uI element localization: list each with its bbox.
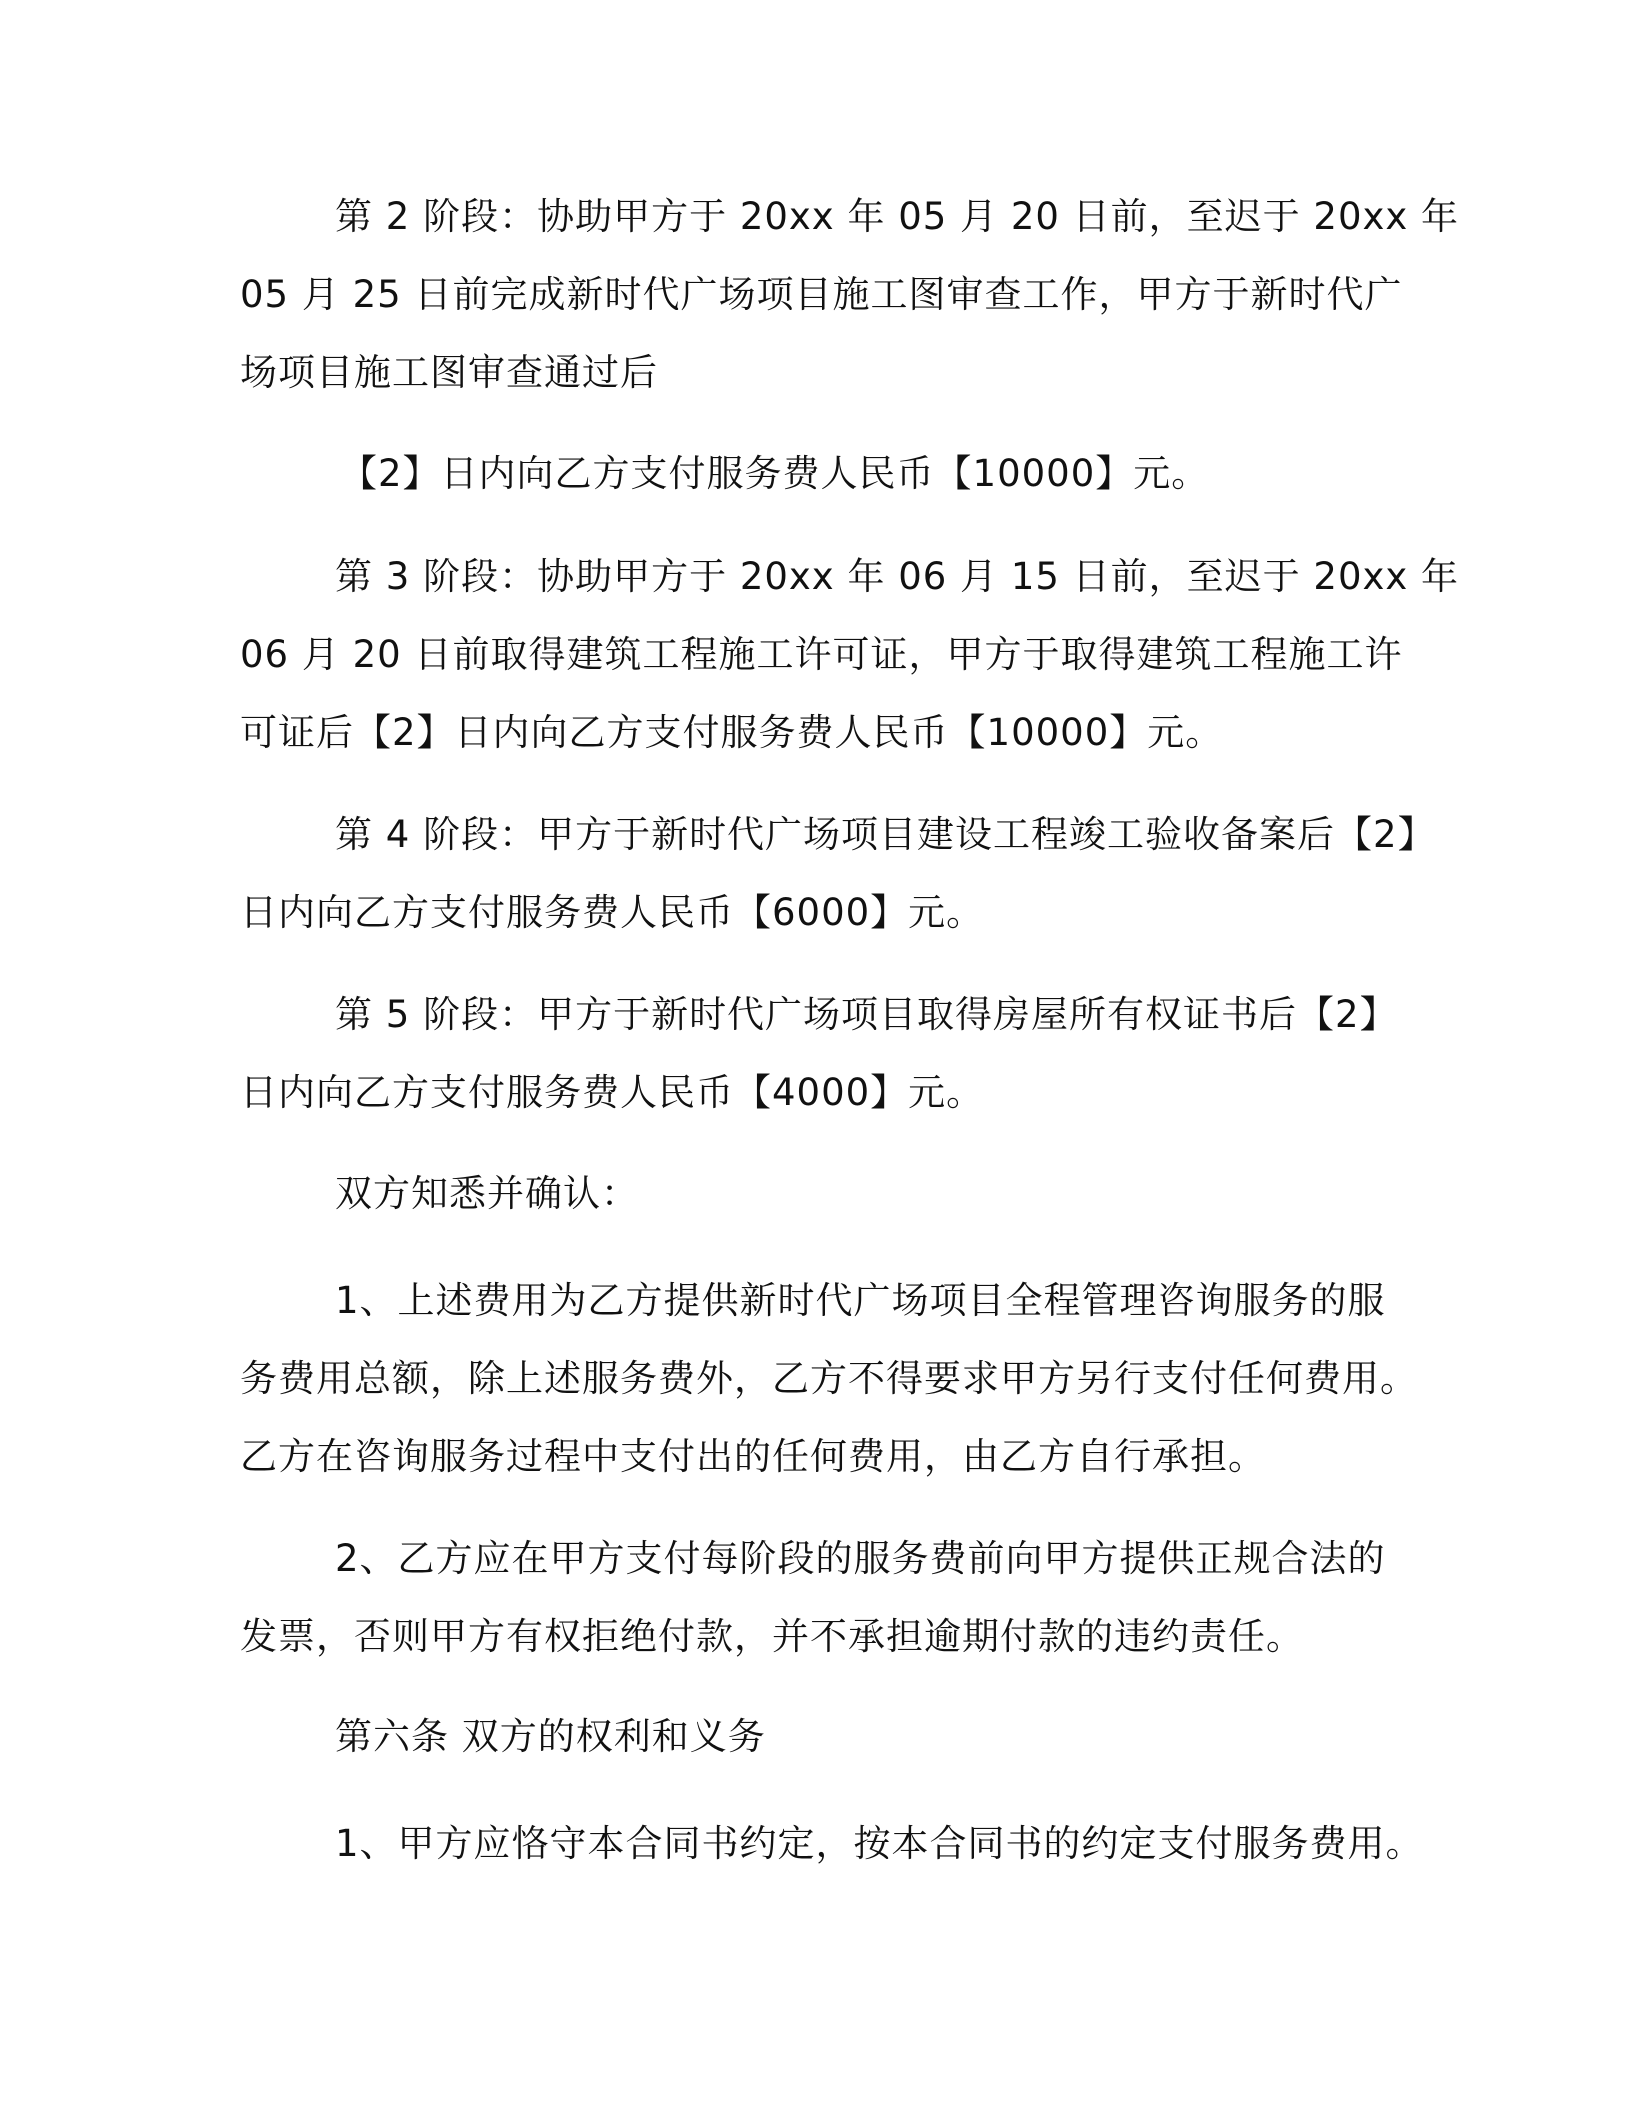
- text-line: 双方知悉并确认：: [335, 1172, 639, 1215]
- text-line: 1、上述费用为乙方提供新时代广场项目全程管理咨询服务的服: [335, 1279, 1386, 1322]
- paragraph-stage-4: [240, 796, 1436, 952]
- paragraph-stage-2: [240, 178, 1460, 412]
- text-line: 第 3 阶段：协助甲方于 20xx 年 06 月 15 日前，至迟于 20xx 年: [335, 555, 1460, 598]
- text-line: 日内向乙方支付服务费人民币【6000】元。: [240, 891, 985, 934]
- section-heading-article-6: [240, 1698, 1380, 1776]
- text-line: 第六条 双方的权利和义务: [335, 1715, 766, 1758]
- text-line: 05 月 25 日前完成新时代广场项目施工图审查工作，甲方于新时代广: [240, 273, 1403, 316]
- text-line: 可证后【2】日内向乙方支付服务费人民币【10000】元。: [240, 711, 1224, 754]
- paragraph-acknowledgement: [240, 1155, 1380, 1233]
- text-line: 第 5 阶段：甲方于新时代广场项目取得房屋所有权证书后【2】: [335, 993, 1398, 1036]
- text-line: 06 月 20 日前取得建筑工程施工许可证，甲方于取得建筑工程施工许: [240, 633, 1403, 676]
- paragraph-stage-3: [240, 538, 1460, 772]
- text-line: 第 2 阶段：协助甲方于 20xx 年 05 月 20 日前，至迟于 20xx 年: [335, 195, 1460, 238]
- paragraph-stage-2-payment: [240, 435, 1380, 513]
- paragraph-item-2: [240, 1520, 1386, 1676]
- paragraph-article-6-item-1: [240, 1805, 1424, 1883]
- text-line: 【2】日内向乙方支付服务费人民币【10000】元。: [340, 452, 1210, 495]
- text-line: 日内向乙方支付服务费人民币【4000】元。: [240, 1071, 985, 1114]
- text-line: 1、甲方应恪守本合同书约定，按本合同书的约定支付服务费用。: [335, 1822, 1424, 1865]
- paragraph-item-1: [240, 1262, 1418, 1496]
- text-line: 发票，否则甲方有权拒绝付款，并不承担逾期付款的违约责任。: [240, 1615, 1304, 1658]
- text-line: 2、乙方应在甲方支付每阶段的服务费前向甲方提供正规合法的: [335, 1537, 1386, 1580]
- paragraph-stage-5: [240, 976, 1398, 1132]
- text-line: 场项目施工图审查通过后: [240, 351, 658, 394]
- text-line: 乙方在咨询服务过程中支付出的任何费用，由乙方自行承担。: [240, 1435, 1266, 1478]
- text-line: 第 4 阶段：甲方于新时代广场项目建设工程竣工验收备案后【2】: [335, 813, 1436, 856]
- text-line: 务费用总额，除上述服务费外，乙方不得要求甲方另行支付任何费用。: [240, 1357, 1418, 1400]
